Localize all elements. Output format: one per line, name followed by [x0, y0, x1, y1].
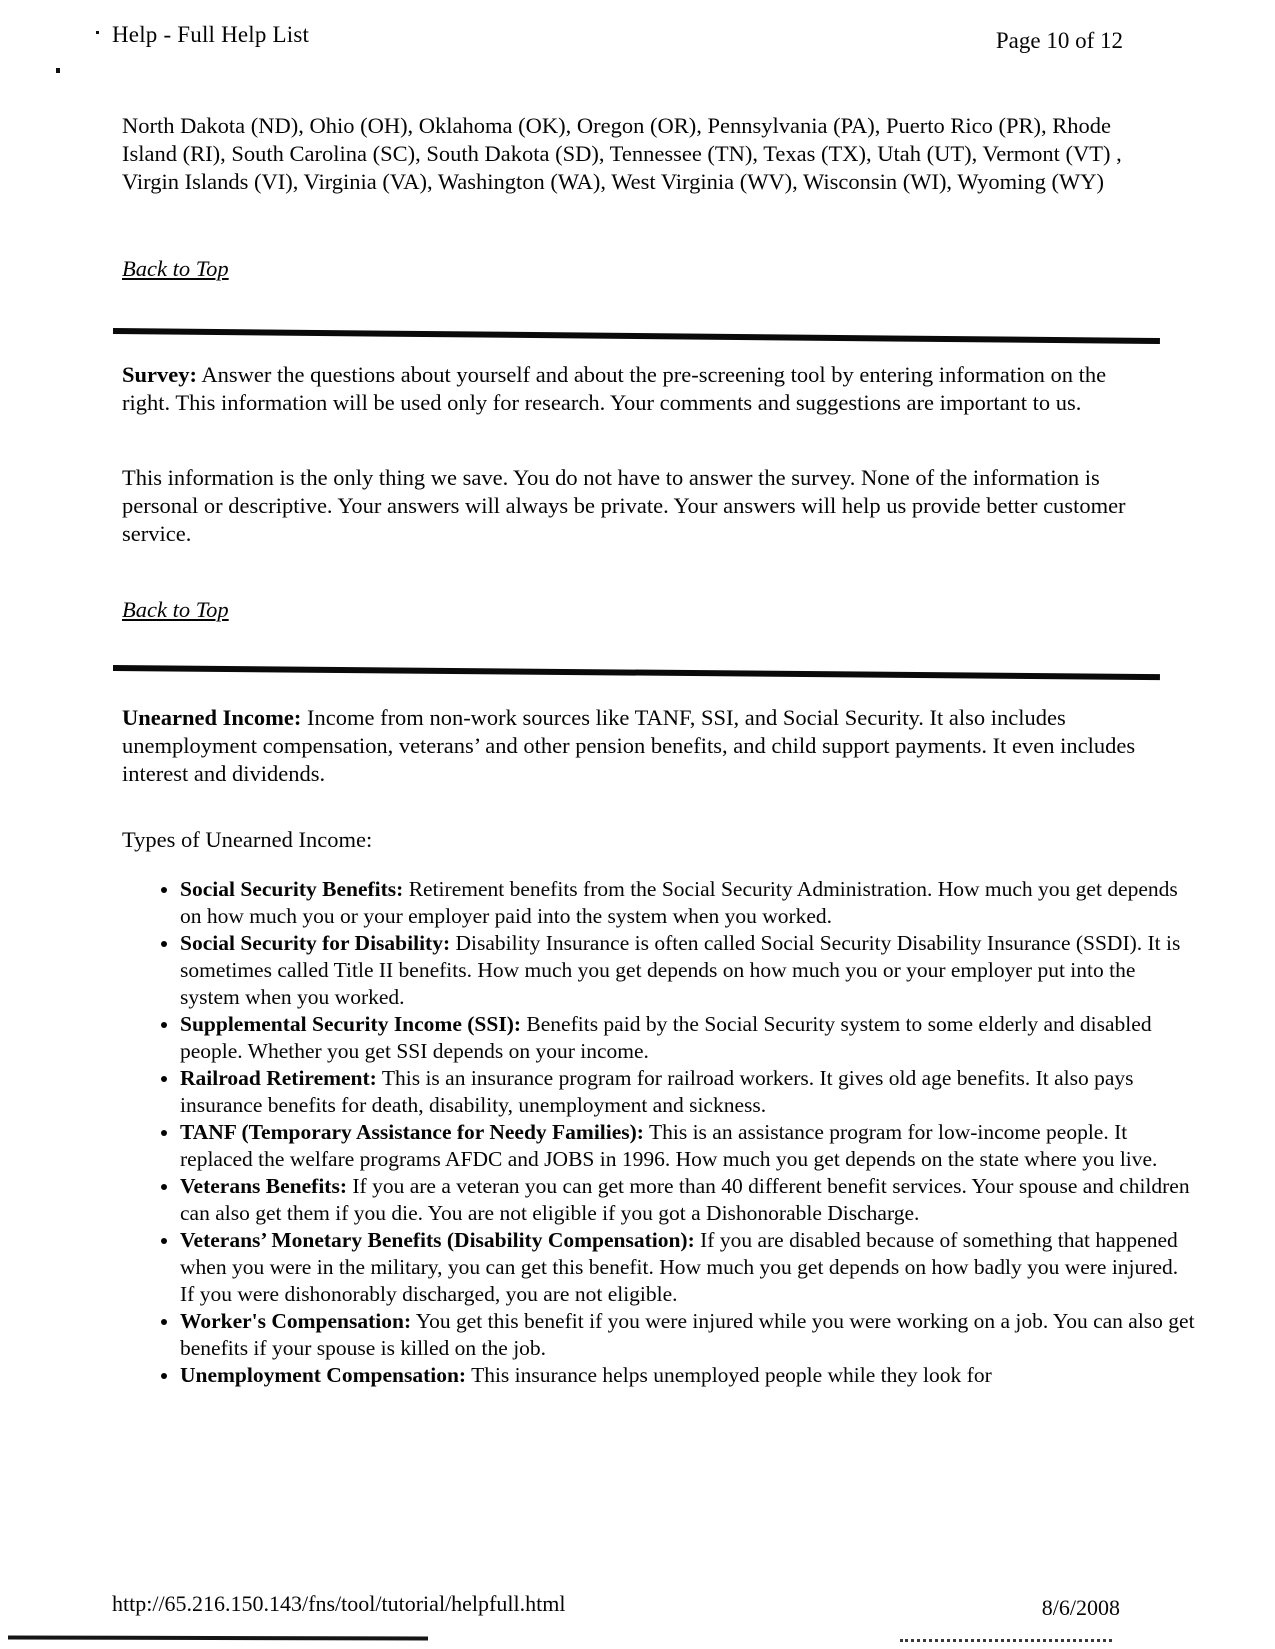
list-item	[180, 1119, 1196, 1173]
list-item	[180, 1011, 1196, 1065]
section-divider	[113, 328, 1160, 344]
list-item	[180, 1308, 1196, 1362]
footer-url: http://65.216.150.143/fns/tool/tutorial/helpfull.html	[112, 1591, 566, 1616]
types-heading: Types of Unearned Income:	[122, 827, 373, 852]
list-item-label: Veterans’ Monetary Benefits (Disability Compensation):	[180, 1228, 695, 1252]
list-item	[180, 930, 1196, 1011]
list-item-text: This is an assistance program for low-income people. It replaced the welfare programs AFDC and JOBS in 1996. How much you get depends on the state where you live.	[180, 1120, 1158, 1171]
list-item	[180, 1065, 1196, 1119]
list-item-label: Supplemental Security Income (SSI):	[180, 1012, 522, 1036]
scan-artifact-bar	[900, 1639, 1112, 1642]
document-title: Help - Full Help List	[112, 22, 310, 47]
list-item-text: You get this benefit if you were injured while you were working on a job. You can also get benefits if your spouse is killed on the job.	[180, 1309, 1195, 1360]
list-item-label: Unemployment Compensation:	[180, 1363, 467, 1387]
list-item	[180, 1173, 1196, 1227]
survey-label: Survey:	[122, 362, 197, 387]
list-item-label: Social Security Benefits:	[180, 877, 404, 901]
list-item-text: Benefits paid by the Social Security system to some elderly and disabled people. Whether you get SSI depends on your income.	[180, 1012, 1152, 1063]
footer-date: 8/6/2008	[1041, 1595, 1120, 1620]
list-item-text: This insurance helps unemployed people while they look for	[471, 1363, 992, 1387]
list-item-text: If you are disabled because of something that happened when you were in the military, you can get this benefit. How much you get depends on how badly you were injured. If you were dishonorably discharged, you are not eligible.	[180, 1228, 1179, 1306]
privacy-paragraph: This information is the only thing we save. You do not have to answer the survey. None of the information is personal or descriptive. Your answers will always be private. Your answers will help us provide better customer service.	[122, 465, 1126, 546]
list-item	[180, 1227, 1196, 1308]
list-item-text: This is an insurance program for railroad workers. It gives old age benefits. It also pays insurance benefits for death, disability, unemployment and sickness.	[180, 1066, 1134, 1117]
list-item-text: If you are a veteran you can get more than 40 different benefit services. Your spouse and children can also get them if you die. You are not eligible if you got a Dishonorable Discharge.	[180, 1174, 1190, 1225]
survey-paragraph	[122, 361, 1138, 417]
back-to-top-link[interactable]: Back to Top	[122, 256, 229, 281]
survey-text: Answer the questions about yourself and about the pre-screening tool by entering information on the right. This information will be used only for research. Your comments and suggestions are important to us.	[122, 362, 1107, 415]
list-item-label: TANF (Temporary Assistance for Needy Families):	[180, 1120, 644, 1144]
unearned-income-label: Unearned Income:	[122, 705, 302, 730]
list-item-text: Disability Insurance is often called Social Security Disability Insurance (SSDI). It is sometimes called Title II benefits. How much you get depends on how much you or your employer put into the system when you worked.	[180, 931, 1181, 1009]
scan-artifact-bar	[8, 1635, 428, 1640]
list-item	[180, 1362, 1196, 1389]
back-to-top-link[interactable]: Back to Top	[122, 597, 229, 622]
page-number: Page 10 of 12	[995, 28, 1123, 53]
scan-artifact-dot	[96, 31, 99, 34]
list-item	[180, 876, 1196, 930]
states-paragraph: North Dakota (ND), Ohio (OH), Oklahoma (OK), Oregon (OR), Pennsylvania (PA), Puerto Rico (PR), Rhode Island (RI), South Carolina (SC), South Dakota (SD), Tennessee (TN), Texas (TX), Utah (UT), Vermont (VT) , Virgin Islands (VI), Virginia (VA), Washington (WA), West Virginia (WV), Wisconsin (WI), Wyoming (WY)	[122, 113, 1122, 194]
unearned-income-text: Income from non-work sources like TANF, SSI, and Social Security. It also includes unemployment compensation, veterans’ and other pension benefits, and child support payments. It even includes interest and dividends.	[122, 705, 1136, 786]
scan-artifact-dot	[56, 68, 60, 73]
list-item-label: Worker's Compensation:	[180, 1309, 412, 1333]
section-divider	[113, 665, 1160, 680]
list-item-label: Railroad Retirement:	[180, 1066, 377, 1090]
unearned-income-list	[122, 876, 1196, 1389]
list-item-label: Veterans Benefits:	[180, 1174, 347, 1198]
list-item-label: Social Security for Disability:	[180, 931, 451, 955]
list-item-text: Retirement benefits from the Social Security Administration. How much you get depends on how much you or your employer paid into the system when you worked.	[180, 877, 1178, 928]
unearned-income-paragraph	[122, 704, 1138, 788]
